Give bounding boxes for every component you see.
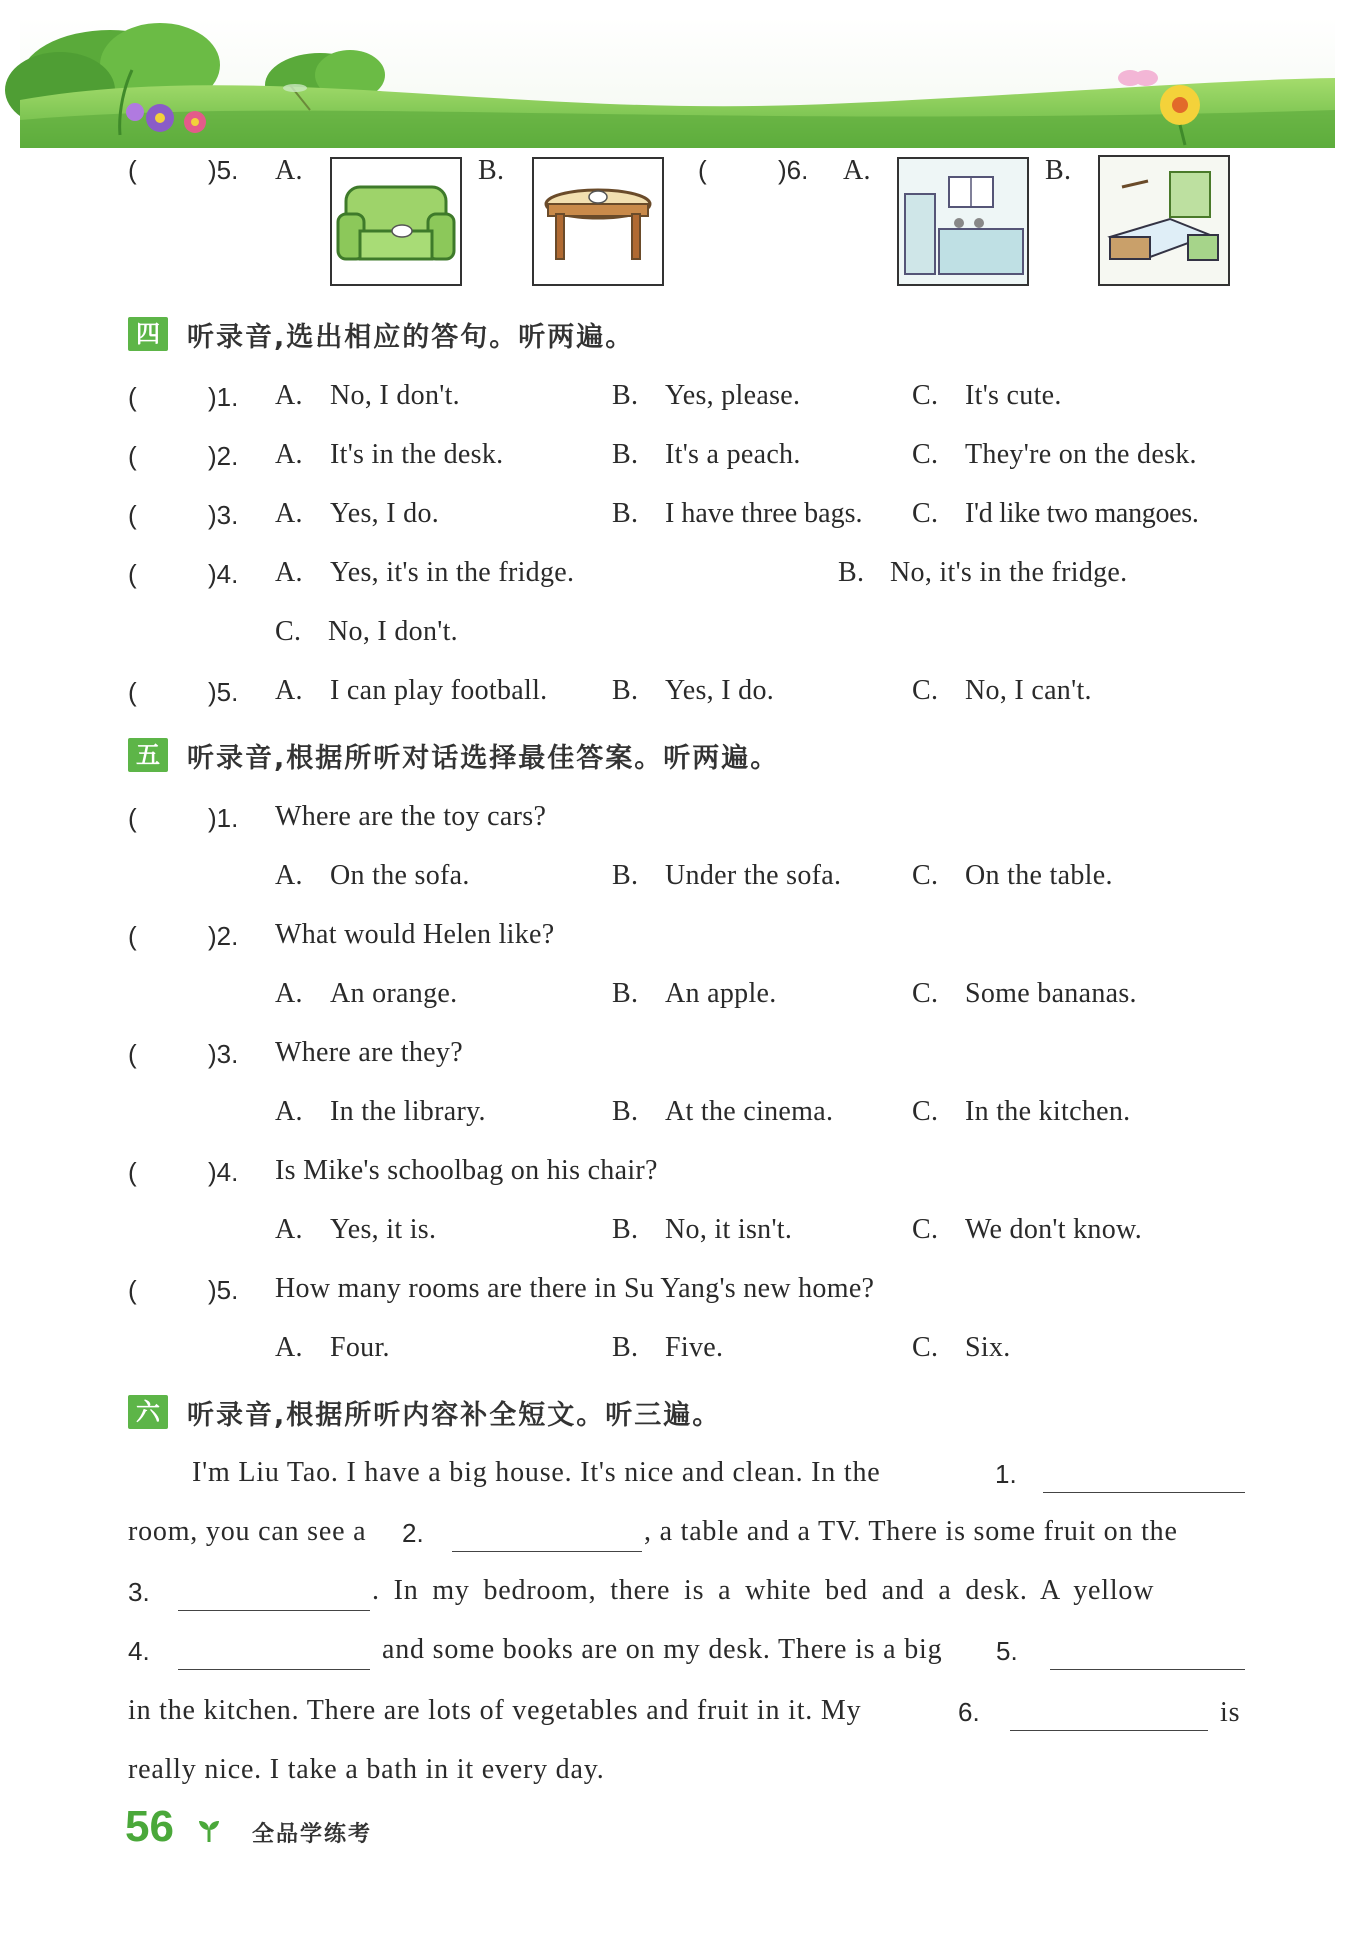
passage-line-5b: is [1220, 1697, 1241, 1728]
answer-paren[interactable]: ( [128, 803, 137, 833]
section-5-title: 听录音,根据所听对话选择最佳答案。听两遍。 [187, 743, 780, 774]
option-a-label: A. [275, 1214, 303, 1245]
option-b-label: B. [612, 978, 639, 1009]
option-c-text: Some bananas. [965, 978, 1137, 1009]
option-c-label: C. [912, 1096, 939, 1127]
option-a-text: On the sofa. [330, 860, 470, 891]
option-a-label: A. [275, 439, 303, 470]
option-b-text: Under the sofa. [665, 860, 842, 891]
kitchen-icon [899, 159, 1027, 284]
option-c-label: C. [912, 675, 939, 706]
sofa-icon [332, 159, 460, 284]
option-c-label: C. [912, 498, 939, 529]
blank-number-1: 1. [995, 1459, 1017, 1489]
question-text: How many rooms are there in Su Yang's new home? [275, 1273, 875, 1304]
option-b-label: B. [612, 1096, 639, 1127]
option-b-label: B. [612, 1214, 639, 1245]
answer-paren[interactable]: ( [128, 1039, 137, 1069]
question-number: )5. [208, 155, 239, 185]
option-b-label: B. [612, 439, 639, 470]
option-b-label: B. [612, 675, 639, 706]
passage-line-2b: , a table and a TV. There is some fruit on the [644, 1516, 1178, 1547]
option-b-label: B. [612, 860, 639, 891]
question-text: Where are they? [275, 1037, 463, 1068]
question-number: )4. [208, 559, 239, 589]
blank-number-4: 4. [128, 1636, 150, 1666]
option-c-label: C. [912, 978, 939, 1009]
sprout-icon [196, 1818, 222, 1844]
option-a-text: Four. [330, 1332, 390, 1363]
option-c-label: C. [275, 616, 302, 647]
option-b-label: B. [478, 155, 505, 186]
option-c-text: On the table. [965, 860, 1113, 891]
blank-number-6: 6. [958, 1697, 980, 1727]
answer-paren[interactable]: ( [128, 1157, 137, 1187]
blank-5[interactable] [1050, 1667, 1245, 1670]
kitchen-picture[interactable] [897, 157, 1029, 286]
table-picture[interactable] [532, 157, 664, 286]
option-c-label: C. [912, 1332, 939, 1363]
question-number: )2. [208, 921, 239, 951]
option-a-label: A. [275, 380, 303, 411]
option-a-label: A. [843, 155, 871, 186]
answer-paren[interactable]: ( [128, 155, 137, 185]
option-a-label: A. [275, 498, 303, 529]
option-b-label: B. [612, 498, 639, 529]
option-a-text: Yes, I do. [330, 498, 440, 529]
option-b-label: B. [612, 1332, 639, 1363]
option-b-text: No, it's in the fridge. [890, 557, 1128, 588]
option-b-text: Five. [665, 1332, 724, 1363]
option-a-label: A. [275, 675, 303, 706]
option-c-text: No, I can't. [965, 675, 1092, 706]
section-5-badge: 五 [128, 738, 168, 772]
option-b-label: B. [612, 380, 639, 411]
question-text: Where are the toy cars? [275, 801, 547, 832]
answer-paren[interactable]: ( [128, 921, 137, 951]
blank-6[interactable] [1010, 1728, 1208, 1731]
option-a-text: I can play football. [330, 675, 548, 706]
option-c-text: They're on the desk. [965, 439, 1197, 470]
option-c-text: I'd like two mangoes. [965, 498, 1199, 529]
question-number: )3. [208, 1039, 239, 1069]
answer-paren[interactable]: ( [128, 677, 137, 707]
passage-line-5: in the kitchen. There are lots of vegetables and fruit in it. My [128, 1695, 862, 1726]
section-6-title: 听录音,根据所听内容补全短文。听三遍。 [187, 1400, 722, 1431]
blank-number-5: 5. [996, 1636, 1018, 1666]
option-a-label: A. [275, 978, 303, 1009]
option-b-text: No, it isn't. [665, 1214, 793, 1245]
option-b-text: At the cinema. [665, 1096, 834, 1127]
question-number: )1. [208, 382, 239, 412]
option-c-text: No, I don't. [328, 616, 458, 647]
blank-3[interactable] [178, 1608, 370, 1611]
option-b-label: B. [1045, 155, 1072, 186]
option-a-label: A. [275, 860, 303, 891]
table-icon [534, 159, 662, 284]
question-number: )5. [208, 1275, 239, 1305]
option-a-label: A. [275, 155, 303, 186]
option-b-text: An apple. [665, 978, 777, 1009]
brand-name: 全品学练考 [252, 1822, 373, 1847]
page-number: 56 [125, 1802, 174, 1851]
option-c-text: Six. [965, 1332, 1011, 1363]
answer-paren[interactable]: ( [128, 500, 137, 530]
answer-paren[interactable]: ( [698, 155, 707, 185]
option-a-text: Yes, it is. [330, 1214, 437, 1245]
question-number: )6. [778, 155, 809, 185]
section-4-title: 听录音,选出相应的答句。听两遍。 [187, 322, 635, 353]
passage-line-3: . In my bedroom, there is a white bed and a desk. A yellow [372, 1575, 1155, 1606]
option-c-label: C. [912, 860, 939, 891]
option-a-text: Yes, it's in the fridge. [330, 557, 575, 588]
blank-number-2: 2. [402, 1518, 424, 1548]
question-number: )1. [208, 803, 239, 833]
passage-line-2a: room, you can see a [128, 1516, 367, 1547]
question-number: )2. [208, 441, 239, 471]
option-a-text: It's in the desk. [330, 439, 504, 470]
answer-paren[interactable]: ( [128, 382, 137, 412]
blank-4[interactable] [178, 1667, 370, 1670]
option-a-text: An orange. [330, 978, 458, 1009]
option-b-text: Yes, please. [665, 380, 801, 411]
option-a-label: A. [275, 557, 303, 588]
blank-2[interactable] [452, 1549, 642, 1552]
header-banner [0, 0, 1350, 160]
passage-line-4: and some books are on my desk. There is a big [382, 1634, 943, 1665]
question-number: )3. [208, 500, 239, 530]
question-text: What would Helen like? [275, 919, 555, 950]
option-b-text: I have three bags. [665, 498, 863, 529]
option-a-text: No, I don't. [330, 380, 460, 411]
blank-number-3: 3. [128, 1577, 150, 1607]
bedroom-picture[interactable] [1098, 155, 1230, 286]
option-b-text: It's a peach. [665, 439, 801, 470]
option-c-label: C. [912, 380, 939, 411]
option-a-text: In the library. [330, 1096, 486, 1127]
question-number: )4. [208, 1157, 239, 1187]
option-b-label: B. [838, 557, 865, 588]
option-c-label: C. [912, 1214, 939, 1245]
sofa-picture[interactable] [330, 157, 462, 286]
answer-paren[interactable]: ( [128, 441, 137, 471]
answer-paren[interactable]: ( [128, 559, 137, 589]
option-c-label: C. [912, 439, 939, 470]
question-text: Is Mike's schoolbag on his chair? [275, 1155, 658, 1186]
option-a-label: A. [275, 1096, 303, 1127]
option-c-text: We don't know. [965, 1214, 1143, 1245]
section-6-badge: 六 [128, 1395, 168, 1429]
blank-1[interactable] [1043, 1490, 1245, 1493]
question-number: )5. [208, 677, 239, 707]
bedroom-icon [1100, 157, 1228, 284]
option-b-text: Yes, I do. [665, 675, 775, 706]
option-c-text: In the kitchen. [965, 1096, 1131, 1127]
passage-line-6: really nice. I take a bath in it every day. [128, 1754, 605, 1785]
section-4-badge: 四 [128, 317, 168, 351]
passage-line-1: I'm Liu Tao. I have a big house. It's nice and clean. In the [192, 1457, 881, 1488]
option-c-text: It's cute. [965, 380, 1062, 411]
option-a-label: A. [275, 1332, 303, 1363]
answer-paren[interactable]: ( [128, 1275, 137, 1305]
